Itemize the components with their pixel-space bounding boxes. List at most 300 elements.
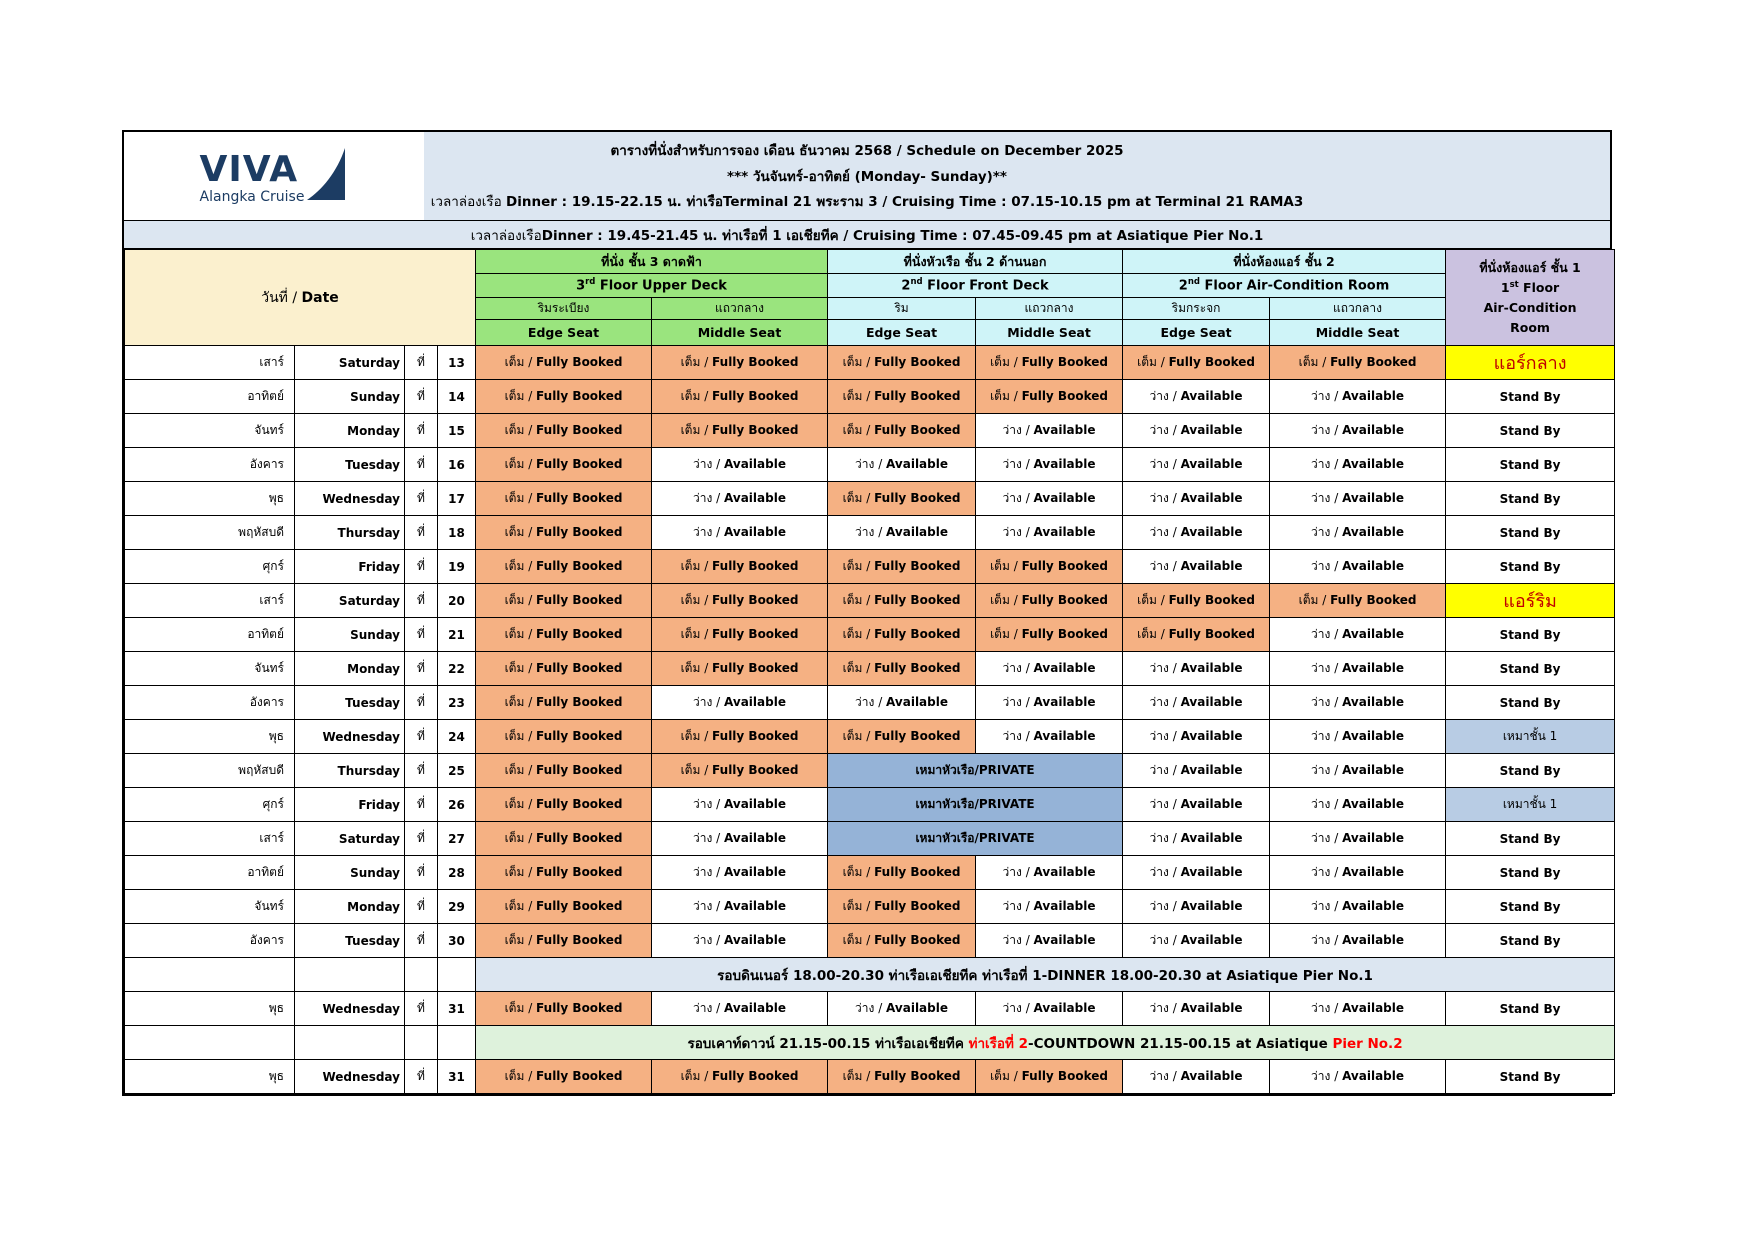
available-cell [976, 448, 1123, 482]
status-thai: เต็ม [680, 1069, 701, 1083]
available-cell [652, 686, 828, 720]
empty-cell [125, 1026, 295, 1060]
status-separator: / [524, 423, 537, 437]
fully-booked-cell [976, 550, 1123, 584]
status-thai: เต็ม [680, 593, 701, 607]
frontdeck-en-rest: Floor Front Deck [922, 278, 1049, 294]
charter-floor1-cell [1446, 720, 1615, 754]
status-separator: / [712, 491, 725, 505]
status-en: Fully Booked [874, 661, 961, 675]
status-en: Available [1033, 933, 1096, 947]
day-ordinal-label: ที่ [417, 525, 425, 539]
schedule-header [125, 250, 1615, 346]
empty-cell [295, 958, 405, 992]
status-en: Fully Booked [712, 423, 799, 437]
available-cell [1123, 1060, 1270, 1094]
status-thai: ว่าง [1149, 831, 1169, 845]
status-thai: เต็ม [842, 389, 863, 403]
schedule-body [125, 346, 1615, 1094]
day-en-label: Wednesday [322, 729, 400, 744]
status-separator: / [874, 695, 887, 709]
schedule-row [125, 686, 1615, 720]
status-separator: / [524, 525, 537, 539]
available-cell [976, 652, 1123, 686]
status-separator: / [862, 729, 875, 743]
standby-cell [1446, 550, 1615, 584]
schedule-row [125, 822, 1615, 856]
status-separator: / [700, 661, 713, 675]
status-en: Fully Booked [536, 933, 623, 947]
status-thai: ว่าง [693, 1001, 713, 1015]
day-thai-label: อังคาร [249, 933, 284, 947]
schedule-row [125, 516, 1615, 550]
aircon-highlight-cell [1446, 584, 1615, 618]
available-cell [976, 720, 1123, 754]
status-thai: เต็ม [990, 593, 1010, 607]
viva-logo-inner [200, 148, 349, 204]
status-separator: / [1168, 1069, 1181, 1083]
subcol-deck3-edge-en: Edge Seat [476, 320, 652, 346]
status-en: Available [1180, 729, 1243, 743]
day-en [295, 890, 405, 924]
available-cell [828, 516, 976, 550]
status-thai: ว่าง [855, 457, 875, 471]
subcol-frontdeck-middle-en: Middle Seat [976, 320, 1123, 346]
subcol-deck3-edge-thai: ริมระเบียง [476, 298, 652, 320]
status-en: Fully Booked [874, 899, 961, 913]
day-ordinal [405, 448, 438, 482]
status-thai: ว่าง [1311, 1069, 1331, 1083]
status-thai: เต็ม [842, 627, 863, 641]
status-en: Available [1180, 1069, 1243, 1083]
fully-booked-cell [652, 414, 828, 448]
status-separator: / [1168, 797, 1181, 811]
status-separator: / [1021, 423, 1034, 437]
schedule-row [125, 652, 1615, 686]
dinner-banner-row [125, 958, 1615, 992]
status-separator: / [1168, 423, 1181, 437]
status-thai: เต็ม [504, 831, 525, 845]
status-thai: เต็ม [504, 729, 525, 743]
day-thai-label: พุธ [268, 729, 284, 743]
status-en: Fully Booked [874, 423, 961, 437]
status-separator: / [524, 661, 537, 675]
date-header-thai: วันที่ [261, 289, 288, 306]
standby-cell [1446, 516, 1615, 550]
status-separator: / [1168, 831, 1181, 845]
status-thai: ว่าง [855, 1001, 875, 1015]
day-ordinal-label: ที่ [417, 355, 425, 369]
day-en [295, 754, 405, 788]
schedule-row [125, 448, 1615, 482]
day-ordinal [405, 686, 438, 720]
available-cell [1123, 414, 1270, 448]
day-ordinal [405, 414, 438, 448]
fully-booked-cell [828, 720, 976, 754]
subcol-aircon2-middle-thai: แถวกลาง [1270, 298, 1446, 320]
status-separator: / [524, 899, 537, 913]
subcol-aircon2-edge-thai: ริมกระจก [1123, 298, 1270, 320]
fully-booked-cell [1270, 584, 1446, 618]
fully-booked-cell [652, 618, 828, 652]
charter-floor1-label: เหมาชั้น 1 [1502, 729, 1558, 743]
fully-booked-cell [828, 890, 976, 924]
schedule-row [125, 380, 1615, 414]
status-thai: ว่าง [1002, 899, 1022, 913]
status-separator: / [524, 627, 537, 641]
day-thai [125, 788, 295, 822]
status-separator: / [1168, 865, 1181, 879]
status-separator: / [1021, 525, 1034, 539]
day-ordinal-label: ที่ [417, 627, 425, 641]
day-en-label: Sunday [350, 627, 400, 642]
available-cell [1123, 890, 1270, 924]
status-thai: ว่าง [1002, 933, 1022, 947]
day-number-label: 13 [448, 355, 465, 370]
aircon1-line4: Room [1510, 319, 1550, 335]
status-thai: เต็ม [990, 355, 1010, 369]
status-thai: ว่าง [1311, 729, 1331, 743]
available-cell [828, 992, 976, 1026]
aircon1-line3: Air-Condition [1483, 299, 1577, 315]
status-en: Available [1342, 525, 1405, 539]
status-thai: เต็ม [842, 423, 863, 437]
standby-cell [1446, 856, 1615, 890]
status-thai: เต็ม [1137, 627, 1157, 641]
status-en: Fully Booked [536, 355, 623, 369]
day-en [295, 924, 405, 958]
status-separator: / [1156, 627, 1169, 641]
status-thai: ว่าง [1311, 423, 1331, 437]
status-en: Fully Booked [874, 729, 961, 743]
day-thai-label: เสาร์ [259, 355, 284, 369]
standby-cell [1446, 1060, 1615, 1094]
countdown-banner-segment: ท่าเรือที่ 2 [968, 1035, 1029, 1052]
day-number-label: 17 [448, 491, 465, 506]
day-ordinal-label: ที่ [417, 865, 425, 879]
day-ordinal [405, 788, 438, 822]
day-en [295, 856, 405, 890]
status-thai: ว่าง [1002, 865, 1022, 879]
aircon2-en-base: 2 [1178, 278, 1188, 294]
day-thai-label: เสาร์ [259, 831, 284, 845]
status-en: Fully Booked [536, 457, 623, 471]
status-en: Fully Booked [1330, 355, 1417, 369]
status-en: Fully Booked [536, 593, 623, 607]
status-separator: / [712, 831, 725, 845]
status-separator: / [1330, 661, 1343, 675]
status-en: Fully Booked [1021, 559, 1108, 573]
day-thai [125, 448, 295, 482]
status-separator: / [524, 695, 537, 709]
aircon-highlight-label: แอร์ริม [1503, 591, 1557, 612]
aircon1-en-base: 1 [1500, 279, 1510, 295]
status-en: Available [1180, 899, 1243, 913]
status-en: Available [1342, 559, 1405, 573]
day-number [438, 448, 476, 482]
status-separator: / [524, 763, 537, 777]
day-thai [125, 414, 295, 448]
status-separator: / [862, 355, 875, 369]
status-thai: เต็ม [504, 423, 525, 437]
standby-cell [1446, 822, 1615, 856]
status-thai: ว่าง [1149, 491, 1169, 505]
status-thai: เต็ม [842, 933, 863, 947]
status-en: Fully Booked [536, 559, 623, 573]
day-en-label: Tuesday [345, 457, 400, 472]
status-en: Available [1180, 423, 1243, 437]
subcol-frontdeck-edge-en: Edge Seat [828, 320, 976, 346]
status-en: Available [1033, 661, 1096, 675]
cruise-time-asiatique-thai: เวลาล่องเรือ [470, 227, 542, 244]
status-thai: เต็ม [842, 491, 863, 505]
day-ordinal [405, 516, 438, 550]
status-thai: ว่าง [1311, 627, 1331, 641]
standby-label: Stand By [1499, 899, 1561, 914]
countdown-banner [476, 1026, 1615, 1060]
day-number-label: 14 [448, 389, 465, 404]
status-en: Fully Booked [536, 423, 623, 437]
day-ordinal-label: ที่ [417, 423, 425, 437]
status-en: Fully Booked [874, 355, 961, 369]
day-ordinal [405, 652, 438, 686]
status-separator: / [862, 627, 875, 641]
status-thai: เต็ม [504, 695, 525, 709]
status-separator: / [524, 865, 537, 879]
day-ordinal-label: ที่ [417, 559, 425, 573]
status-thai: เต็ม [680, 729, 701, 743]
day-ordinal-label: ที่ [417, 593, 425, 607]
available-cell [1270, 1060, 1446, 1094]
status-en: Fully Booked [712, 593, 799, 607]
status-thai: เต็ม [504, 559, 525, 573]
status-thai: เต็ม [504, 491, 525, 505]
schedule-days-note: *** วันจันทร์-อาทิตย์ (Monday- Sunday)** [727, 168, 1007, 185]
day-en [295, 550, 405, 584]
day-number-label: 16 [448, 457, 465, 472]
status-en: Available [1180, 797, 1243, 811]
available-cell [652, 448, 828, 482]
fully-booked-cell [476, 346, 652, 380]
status-thai: เต็ม [842, 593, 863, 607]
day-number [438, 516, 476, 550]
charter-floor1-label: เหมาชั้น 1 [1502, 797, 1558, 811]
available-cell [1123, 516, 1270, 550]
status-separator: / [874, 1001, 887, 1015]
status-separator: / [524, 831, 537, 845]
status-separator: / [874, 457, 887, 471]
private-cell [828, 822, 1123, 856]
header-row-group-thai [125, 250, 1615, 274]
status-thai: เต็ม [680, 423, 701, 437]
status-en: Available [1342, 627, 1405, 641]
status-thai: ว่าง [1002, 525, 1022, 539]
day-thai [125, 380, 295, 414]
status-en: Available [1342, 457, 1405, 471]
schedule-title: ตารางที่นั่งสำหรับการจอง เดือน ธันวาคม 2568 / Schedule on December 2025 [610, 143, 1124, 159]
status-separator: / [1021, 457, 1034, 471]
status-en: Fully Booked [536, 729, 623, 743]
status-separator: / [1168, 525, 1181, 539]
status-separator: / [1330, 389, 1343, 403]
status-thai: เต็ม [504, 593, 525, 607]
countdown-banner-segment: รอบเคาท์ดาวน์ 21.15-00.15 ท่าเรือเอเชียทีค [687, 1035, 969, 1052]
fully-booked-cell [476, 992, 652, 1026]
day-number [438, 618, 476, 652]
status-en: Available [724, 831, 786, 845]
status-thai: เต็ม [504, 355, 525, 369]
standby-cell [1446, 754, 1615, 788]
status-en: Available [886, 457, 948, 471]
status-en: Fully Booked [536, 389, 623, 403]
day-thai [125, 686, 295, 720]
status-en: Available [1033, 695, 1096, 709]
fully-booked-cell [828, 856, 976, 890]
status-thai: ว่าง [1149, 729, 1169, 743]
countdown-banner-segment: Pier No.2 [1332, 1035, 1403, 1052]
day-thai [125, 482, 295, 516]
status-separator: / [700, 729, 713, 743]
fully-booked-cell [652, 550, 828, 584]
status-thai: เต็ม [680, 763, 701, 777]
status-thai: ว่าง [1311, 559, 1331, 573]
status-en: Available [886, 525, 948, 539]
status-separator: / [1168, 899, 1181, 913]
day-number [438, 890, 476, 924]
available-cell [1270, 788, 1446, 822]
fully-booked-cell [476, 550, 652, 584]
day-thai-label: พุธ [268, 1001, 284, 1015]
status-en: Available [1342, 899, 1405, 913]
available-cell [1123, 686, 1270, 720]
viva-logo-text [199, 149, 305, 205]
aircon1-en-rest: Floor [1518, 279, 1560, 295]
empty-cell [405, 958, 438, 992]
status-en: Fully Booked [712, 355, 799, 369]
available-cell [1123, 754, 1270, 788]
day-ordinal-label: ที่ [417, 729, 425, 743]
day-en [295, 448, 405, 482]
status-thai: เต็ม [842, 355, 863, 369]
schedule-row [125, 414, 1615, 448]
status-separator: / [1009, 1069, 1022, 1083]
status-separator: / [700, 627, 713, 641]
cruise-time-terminal21-thai: เวลาล่องเรือ [430, 194, 507, 210]
day-ordinal [405, 992, 438, 1026]
status-thai: เต็ม [842, 865, 863, 879]
status-separator: / [712, 865, 725, 879]
day-number [438, 754, 476, 788]
status-en: Available [1342, 797, 1405, 811]
status-separator: / [1168, 763, 1181, 777]
dinner-banner [476, 958, 1615, 992]
fully-booked-cell [652, 652, 828, 686]
status-thai: ว่าง [1311, 695, 1331, 709]
status-separator: / [1330, 899, 1343, 913]
available-cell [1123, 482, 1270, 516]
fully-booked-cell [828, 346, 976, 380]
status-separator: / [524, 933, 537, 947]
status-en: Available [1033, 899, 1096, 913]
standby-label: Stand By [1499, 661, 1561, 676]
standby-cell [1446, 618, 1615, 652]
day-thai-label: ศุกร์ [262, 797, 284, 811]
status-thai: ว่าง [1149, 1001, 1169, 1015]
status-thai: เต็ม [504, 627, 525, 641]
schedule-row [125, 584, 1615, 618]
available-cell [1270, 550, 1446, 584]
fully-booked-cell [476, 788, 652, 822]
subcol-frontdeck-edge-thai: ริม [828, 298, 976, 320]
status-en: Fully Booked [874, 593, 961, 607]
status-en: Available [1180, 695, 1243, 709]
status-separator: / [862, 933, 875, 947]
day-ordinal [405, 924, 438, 958]
status-en: Fully Booked [536, 627, 623, 641]
status-separator: / [1330, 525, 1343, 539]
day-en [295, 1060, 405, 1094]
fully-booked-cell [476, 380, 652, 414]
status-en: Available [1180, 933, 1243, 947]
status-separator: / [1330, 763, 1343, 777]
day-number-label: 29 [448, 899, 465, 914]
available-cell [1270, 686, 1446, 720]
available-cell [652, 992, 828, 1026]
day-en-label: Monday [347, 899, 400, 914]
status-separator: / [1021, 1001, 1034, 1015]
schedule-table [124, 249, 1615, 1094]
available-cell [1123, 992, 1270, 1026]
day-thai [125, 1060, 295, 1094]
status-thai: เต็ม [680, 627, 701, 641]
status-en: Fully Booked [712, 1069, 799, 1083]
day-ordinal-label: ที่ [417, 831, 425, 845]
fully-booked-cell [828, 482, 976, 516]
status-separator: / [1318, 355, 1331, 369]
available-cell [976, 414, 1123, 448]
status-en: Available [1342, 831, 1405, 845]
fully-booked-cell [652, 584, 828, 618]
status-separator: / [1021, 491, 1034, 505]
status-thai: ว่าง [1149, 559, 1169, 573]
private-label: เหมาหัวเรือ/PRIVATE [915, 763, 1035, 777]
day-ordinal [405, 482, 438, 516]
status-separator: / [1168, 389, 1181, 403]
day-en-label: Monday [347, 423, 400, 438]
fully-booked-cell [652, 754, 828, 788]
day-thai-label: พุธ [268, 491, 284, 505]
standby-cell [1446, 482, 1615, 516]
day-en [295, 380, 405, 414]
available-cell [652, 516, 828, 550]
day-number-label: 24 [448, 729, 465, 744]
available-cell [1270, 992, 1446, 1026]
status-separator: / [862, 865, 875, 879]
status-thai: เต็ม [680, 355, 701, 369]
status-en: Fully Booked [874, 559, 961, 573]
day-number-label: 27 [448, 831, 465, 846]
viva-logo-title: VIVA [199, 149, 299, 190]
available-cell [976, 482, 1123, 516]
status-en: Available [1342, 491, 1405, 505]
day-number-label: 31 [448, 1001, 465, 1016]
status-en: Fully Booked [536, 797, 623, 811]
available-cell [1270, 414, 1446, 448]
available-cell [1123, 550, 1270, 584]
status-en: Available [724, 1001, 786, 1015]
empty-cell [438, 958, 476, 992]
day-number-label: 19 [448, 559, 465, 574]
